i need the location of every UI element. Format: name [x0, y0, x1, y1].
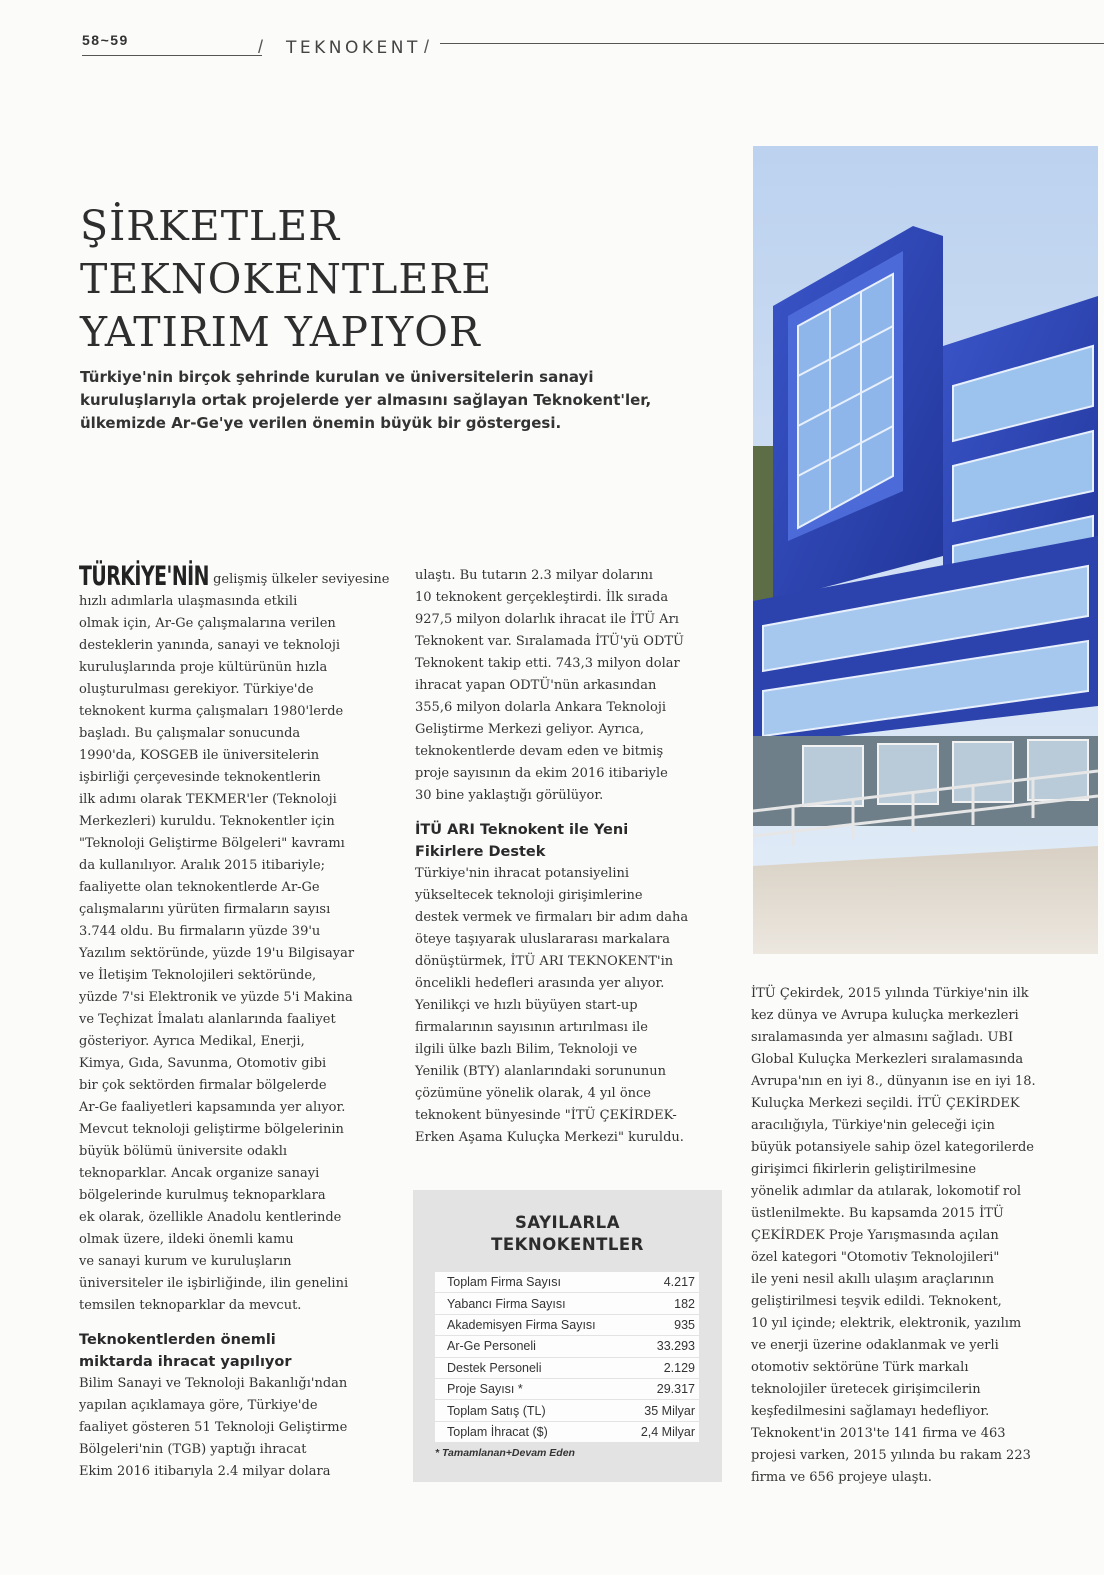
header-rule-left	[82, 55, 262, 56]
body-line: öteye taşıyarak uluslararası markalara	[415, 932, 670, 947]
article-title	[80, 200, 720, 359]
body-line: ÇEKİRDEK Proje Yarışmasında açılan	[751, 1228, 999, 1243]
body-line: olmak için, Ar-Ge çalışmalarına verilen	[79, 616, 336, 631]
body-line: Geliştirme Merkezi geliyor. Ayrıca,	[415, 722, 645, 737]
header-slash-left: /	[258, 37, 264, 57]
body-line: oluşturulması gerekiyor. Türkiye'de	[79, 682, 314, 697]
body-line: Avrupa'nın en iyi 8., dünyanın ise en iyi 18.	[751, 1074, 1036, 1089]
lead-line: kuruluşlarıyla ortak projelerde yer almasını sağlayan Teknokent'ler,	[80, 391, 652, 409]
body-line: kez dünya ve Avrupa kuluçka merkezleri	[751, 1008, 1019, 1023]
paragraph-intro	[79, 591, 399, 1317]
body-line: ihracat yapan ODTÜ'nün arkasından	[415, 678, 657, 693]
header-rule-right	[440, 43, 1104, 44]
page-numbers: 58~59	[82, 32, 129, 48]
body-line: işbirliği çerçevesinde teknokentlerin	[79, 770, 321, 785]
body-line: Yazılım sektöründe, yüzde 19'u Bilgisayar	[79, 946, 355, 961]
body-line: ve sanayi kurum ve kuruluşların	[79, 1254, 292, 1269]
body-line: yükseltecek teknoloji girişimlerine	[415, 888, 643, 903]
subheading-itu-ari	[415, 819, 735, 863]
body-line: destek vermek ve firmaları bir adım daha	[415, 910, 689, 925]
body-line: Mevcut teknoloji geliştirme bölgelerinin	[79, 1122, 344, 1137]
stats-value: 2.129	[627, 1357, 699, 1378]
title-line: YATIRIM YAPIYOR	[80, 308, 481, 356]
lead-line: Türkiye'nin birçok şehrinde kurulan ve üniversitelerin sanayi	[80, 368, 594, 386]
lead-line: ülkemizde Ar-Ge'ye verilen önemin büyük bir göstergesi.	[80, 414, 562, 432]
stats-row	[435, 1400, 699, 1421]
body-line: girişimci fikirlerin geliştirilmesine	[751, 1162, 977, 1177]
body-line: teknolojiler üretecek girişimcilerin	[751, 1382, 981, 1397]
stats-label: Toplam İhracat ($)	[435, 1421, 627, 1442]
subheading-line: miktarda ihracat yapılıyor	[79, 1354, 292, 1370]
paragraph-exports	[79, 1373, 399, 1483]
stats-box	[413, 1190, 722, 1482]
body-line: ek olarak, özellikle Anadolu kentlerinde	[79, 1210, 342, 1225]
drop-cap-word: TÜRKİYE'NİN	[79, 561, 209, 591]
subheading-exports	[79, 1329, 399, 1373]
body-line: Merkezleri) kuruldu. Teknokentler için	[79, 814, 335, 829]
body-line: Yenilik (BTY) alanlarındaki sorununun	[415, 1064, 666, 1079]
body-line: firmalarının sayısının artırılması ile	[415, 1020, 648, 1035]
section-label: TEKNOKENT	[286, 38, 421, 58]
paragraph-itu-ari	[415, 863, 735, 1149]
body-line: "Teknoloji Geliştirme Bölgeleri" kavramı	[79, 836, 345, 851]
body-line: faaliyet gösteren 51 Teknoloji Geliştirme	[79, 1420, 348, 1435]
stats-value: 4.217	[627, 1272, 699, 1293]
body-line: aracılığıyla, Türkiye'nin geleceği için	[751, 1118, 995, 1133]
body-line: İTÜ Çekirdek, 2015 yılında Türkiye'nin ilk	[751, 986, 1029, 1001]
body-line: teknoparklar. Ancak organize sanayi	[79, 1166, 320, 1181]
body-line: çalışmalarını yürüten firmaların sayısı	[79, 902, 331, 917]
body-line: projesi varken, 2015 yılında bu rakam 223	[751, 1448, 1031, 1463]
stats-row	[435, 1421, 699, 1442]
stats-label: Yabancı Firma Sayısı	[435, 1293, 627, 1314]
body-line: ve İletişim Teknolojileri sektöründe,	[79, 968, 317, 983]
stats-value: 29.317	[627, 1378, 699, 1399]
body-line: bir çok sektörden firmalar bölgelerde	[79, 1078, 327, 1093]
body-line: Teknokent takip etti. 743,3 milyon dolar	[415, 656, 680, 671]
body-line: büyük bölümü üniversite odaklı	[79, 1144, 288, 1159]
body-line: özel kategori "Otomotiv Teknolojileri"	[751, 1250, 1000, 1265]
body-line: teknokentlerde devam eden ve bitmiş	[415, 744, 664, 759]
body-line: kuruluşlarında proje kültürünün hızla	[79, 660, 328, 675]
body-line: sıralamasında yer almasını sağladı. UBI	[751, 1030, 1014, 1045]
body-line: firma ve 656 projeye ulaştı.	[751, 1470, 932, 1485]
header-slash-right: /	[424, 37, 430, 57]
body-line: büyük potansiyele sahip özel kategorilerde	[751, 1140, 1034, 1155]
body-line: Ekim 2016 itibarıyla 2.4 milyar dolara	[79, 1464, 331, 1479]
body-line: 30 bine yaklaştığı görülüyor.	[415, 788, 604, 803]
paragraph-itu-cekirdek	[751, 983, 1081, 1489]
body-line: faaliyette olan teknokentlerde Ar-Ge	[79, 880, 320, 895]
body-line: geliştirilmesi teşvik edildi. Teknokent,	[751, 1294, 1002, 1309]
body-line: yönelik adımlar da atılarak, lokomotif rol	[751, 1184, 1022, 1199]
paragraph-exports-cont	[415, 565, 735, 807]
body-line: gösteriyor. Ayrıca Medikal, Enerji,	[79, 1034, 305, 1049]
stats-row	[435, 1293, 699, 1314]
stats-label: Toplam Firma Sayısı	[435, 1272, 627, 1293]
stats-label: Akademisyen Firma Sayısı	[435, 1314, 627, 1335]
body-line: öncelikli hedefleri arasında yer alıyor.	[415, 976, 665, 991]
body-line: Türkiye'nin ihracat potansiyelini	[415, 866, 630, 881]
body-line: dönüştürmek, İTÜ ARI TEKNOKENT'in	[415, 954, 674, 969]
stats-row	[435, 1336, 699, 1357]
body-line: 10 teknokent gerçekleştirdi. İlk sırada	[415, 590, 669, 605]
subheading-line: Teknokentlerden önemli	[79, 1332, 276, 1348]
title-line: ŞİRKETLER	[80, 202, 341, 250]
body-column-2	[415, 565, 735, 1149]
stats-value: 2,4 Milyar	[627, 1421, 699, 1442]
body-line: Global Kuluçka Merkezleri sıralamasında	[751, 1052, 1024, 1067]
body-line: olmak üzere, ildeki önemli kamu	[79, 1232, 294, 1247]
stats-title-line: TEKNOKENTLER	[491, 1235, 644, 1254]
body-line: temsilen teknoparklar da mevcut.	[79, 1298, 302, 1313]
body-line: ve enerji üzerine odaklanmak ve yerli	[751, 1338, 999, 1353]
stats-value: 33.293	[627, 1336, 699, 1357]
body-line: teknokent kurma çalışmaları 1980'lerde	[79, 704, 344, 719]
body-line: 927,5 milyon dolarlık ihracat ile İTÜ Arı	[415, 612, 679, 627]
body-line: 1990'da, KOSGEB ile üniversitelerin	[79, 748, 320, 763]
body-line: ulaştı. Bu tutarın 2.3 milyar dolarını	[415, 568, 653, 583]
body-line: ve Teçhizat İmalatı alanlarında faaliyet	[79, 1012, 336, 1027]
body-line: ilgili ülke bazlı Bilim, Teknoloji ve	[415, 1042, 638, 1057]
article-lead	[80, 366, 720, 435]
stats-value: 182	[627, 1293, 699, 1314]
body-line: Ar-Ge faaliyetleri kapsamında yer alıyor.	[79, 1100, 346, 1115]
body-column-1	[79, 561, 399, 1483]
body-line: bölgelerinde kurulmuş teknoparklara	[79, 1188, 326, 1203]
body-line: yapılan açıklamaya göre, Türkiye'de	[79, 1398, 318, 1413]
body-line: 3.744 oldu. Bu firmaların yüzde 39'u	[79, 924, 321, 939]
title-line: TEKNOKENTLERE	[80, 255, 493, 303]
body-line: 10 yıl içinde; elektrik, elektronik, yazılım	[751, 1316, 1022, 1331]
body-line: üniversiteler ile işbirliğinde, ilin genelini	[79, 1276, 349, 1291]
body-line: ilk adımı olarak TEKMER'ler (Teknoloji	[79, 792, 337, 807]
body-line: yüzde 7'si Elektronik ve yüzde 5'i Makina	[79, 990, 353, 1005]
subheading-line: İTÜ ARI Teknokent ile Yeni	[415, 822, 629, 838]
body-line: Yenilikçi ve hızlı büyüyen start-up	[415, 998, 638, 1013]
body-line: üstlenilmekte. Bu kapsamda 2015 İTÜ	[751, 1206, 1004, 1221]
stats-row	[435, 1378, 699, 1399]
stats-row	[435, 1357, 699, 1378]
stats-label: Ar-Ge Personeli	[435, 1336, 627, 1357]
body-line: ile yeni nesil akıllı ulaşım araçlarının	[751, 1272, 995, 1287]
body-line: teknokent bünyesinde "İTÜ ÇEKİRDEK-	[415, 1108, 677, 1123]
building-photo	[753, 146, 1098, 954]
stats-row	[435, 1314, 699, 1335]
body-column-3	[751, 983, 1081, 1489]
body-line: Kimya, Gıda, Savunma, Otomotiv gibi	[79, 1056, 327, 1071]
body-line: desteklerin yanında, sanayi ve teknoloji	[79, 638, 341, 653]
subheading-line: Fikirlere Destek	[415, 844, 546, 860]
stats-label: Toplam Satış (TL)	[435, 1400, 627, 1421]
stats-row	[435, 1272, 699, 1293]
stats-title	[413, 1212, 722, 1256]
body-line: hızlı adımlarla ulaşmasında etkili	[79, 594, 298, 609]
stats-footnote: * Tamamlanan+Devam Eden	[435, 1447, 575, 1459]
stats-label: Proje Sayısı *	[435, 1378, 627, 1399]
body-line: Teknokent var. Sıralamada İTÜ'yü ODTÜ	[415, 634, 684, 649]
stats-value: 35 Milyar	[627, 1400, 699, 1421]
stats-label: Destek Personeli	[435, 1357, 627, 1378]
first-line-text: gelişmiş ülkeler seviyesine	[208, 572, 390, 587]
body-line: Erken Aşama Kuluçka Merkezi" kuruldu.	[415, 1130, 684, 1145]
body-line: otomotiv sektörüne Türk markalı	[751, 1360, 969, 1375]
body-line: çözümüne yönelik olarak, 4 yıl önce	[415, 1086, 651, 1101]
body-line: keşfedilmesini sağlamayı hedefliyor.	[751, 1404, 990, 1419]
stats-title-line: SAYILARLA	[515, 1213, 620, 1232]
body-line: Bilim Sanayi ve Teknoloji Bakanlığı'ndan	[79, 1376, 348, 1391]
body-line: proje sayısının da ekim 2016 itibariyle	[415, 766, 668, 781]
body-line: Teknokent'in 2013'te 141 firma ve 463	[751, 1426, 1006, 1441]
body-line: Kuluçka Merkezi seçildi. İTÜ ÇEKİRDEK	[751, 1096, 1020, 1111]
body-line: Bölgeleri'nin (TGB) yaptığı ihracat	[79, 1442, 307, 1457]
first-line	[79, 561, 399, 591]
body-line: başladı. Bu çalışmalar sonucunda	[79, 726, 301, 741]
stats-value: 935	[627, 1314, 699, 1335]
body-line: da kullanılıyor. Aralık 2015 itibariyle;	[79, 858, 326, 873]
stats-table	[435, 1272, 699, 1443]
body-line: 355,6 milyon dolarla Ankara Teknoloji	[415, 700, 667, 715]
